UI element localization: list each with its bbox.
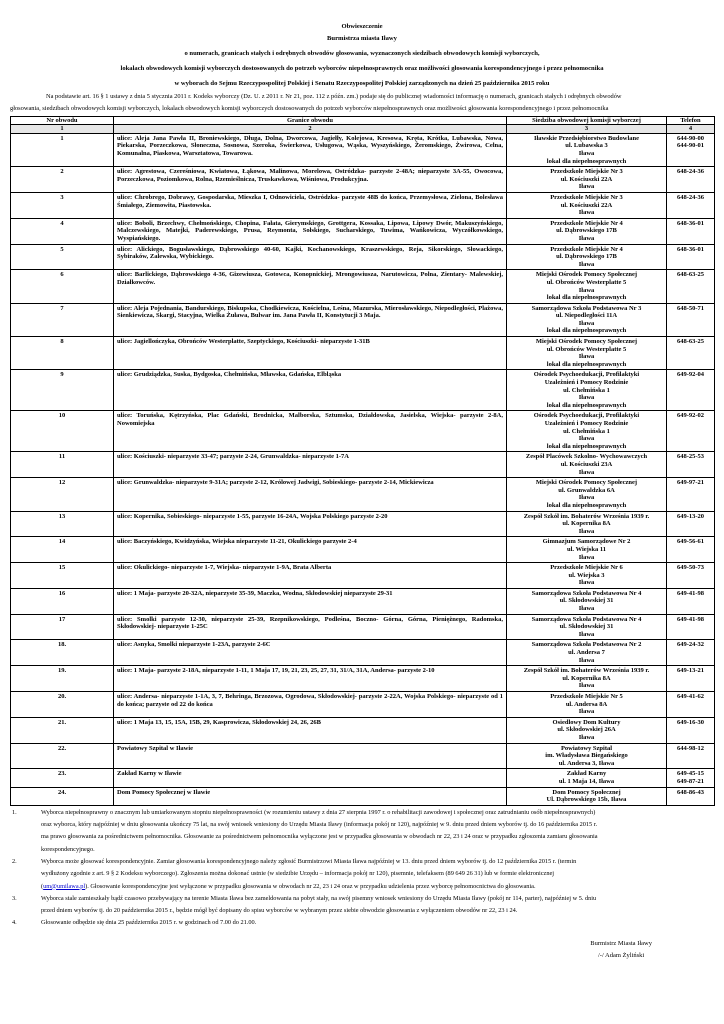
- district-number: 5: [11, 244, 114, 270]
- commission-seat-line: Iława: [578, 286, 595, 294]
- commission-seat-line: Powiatowy Szpital: [560, 744, 613, 752]
- phone-line: 649-24-32: [676, 641, 705, 649]
- commission-seat-line: lokal dla niepełnosprawnych: [546, 327, 627, 335]
- commission-seat-line: lokal dla niepełnosprawnych: [546, 442, 627, 450]
- commission-seat-line: Ul. Dąbrowskiego 15b, Iława: [546, 796, 627, 804]
- table-row: [11, 717, 715, 743]
- column-index: 1: [11, 125, 114, 133]
- table-row: [11, 640, 715, 666]
- phone-line: 644-98-12: [676, 744, 705, 752]
- commission-seat: [507, 537, 667, 563]
- district-number: 12: [11, 478, 114, 511]
- phone-line: 649-41-98: [676, 615, 705, 623]
- commission-seat: [507, 511, 667, 537]
- commission-seat-line: Miejski Ośrodek Pomocy Społecznej: [535, 338, 638, 346]
- phone-number: [667, 133, 715, 166]
- commission-seat: [507, 270, 667, 303]
- phone-line: 649-50-73: [676, 564, 705, 572]
- commission-seat-line: Iława: [578, 527, 595, 535]
- commission-seat-line: ul. Dąbrowskiego 17B: [556, 253, 617, 261]
- commission-seat-line: Iława: [578, 234, 595, 242]
- phone-line: 648-50-71: [676, 304, 705, 312]
- district-number: 1: [11, 133, 114, 166]
- commission-seat-line: Iława: [578, 605, 595, 613]
- commission-seat-line: Zespół Szkół im. Bohaterów Września 1939 r.: [523, 667, 650, 675]
- table-row: [11, 563, 715, 589]
- district-number: 14: [11, 537, 114, 563]
- district-number: 17: [11, 614, 114, 640]
- intro-paragraph: [10, 91, 714, 115]
- phone-line: 649-41-98: [676, 589, 705, 597]
- table-row: [11, 167, 715, 193]
- phone-number: [667, 511, 715, 537]
- column-header-nr: Nr obwodu: [11, 117, 114, 125]
- commission-seat-line: Iława: [578, 708, 595, 716]
- phone-line: 649-41-62: [676, 693, 705, 700]
- commission-seat: [507, 743, 667, 769]
- commission-seat-line: Gimnazjum Samorządowe Nr 2: [542, 538, 631, 546]
- phone-line: 649-45-15: [676, 770, 705, 778]
- commission-seat: [507, 411, 667, 452]
- commission-seat-line: lokal dla niepełnosprawnych: [546, 294, 627, 302]
- document-title: Obwieszczenie: [341, 23, 383, 30]
- district-boundaries: ulice: Okulickiego- nieparzyste 1-7, Wiejska- nieparzyste 1-9A, Brata Alberta: [114, 563, 507, 589]
- commission-seat-line: Iława: [578, 682, 595, 690]
- note-item: [10, 917, 714, 929]
- district-boundaries: ulice: Smolki parzyste 12-30, nieparzyste 25-39, Rzepnikowskiego, Podleśna, Boczno- Górna, Górna, Pieniężnego, Radomska, Skłodowskiej- nieparzyste 1-25C: [114, 614, 507, 640]
- phone-number: [667, 614, 715, 640]
- district-number: 9: [11, 370, 114, 411]
- commission-seat: [507, 452, 667, 478]
- commission-seat-line: Iława: [578, 579, 595, 587]
- district-boundaries: Powiatowy Szpital w Iławie: [114, 743, 507, 769]
- phone-line: 648-36-01: [676, 219, 705, 227]
- commission-seat-line: Iława: [578, 183, 595, 191]
- signature-block: [590, 938, 652, 962]
- commission-seat-line: Zespół Placówek Szkolno- Wychowawczych: [525, 453, 648, 461]
- commission-seat-line: Iława: [578, 353, 595, 361]
- phone-number: [667, 411, 715, 452]
- commission-seat-line: lokal dla niepełnosprawnych: [546, 157, 627, 165]
- note-line: Głosowanie odbędzie się dnia 25 października 2015 r. w godzinach od 7.00 do 21.00.: [41, 919, 257, 927]
- note-item: [10, 807, 714, 856]
- commission-seat-line: Zakład Karny: [566, 770, 607, 778]
- district-boundaries: ulice: Kopernika, Sobieskiego- nieparzyste 1-55, parzyste 16-24A, Wojska Polskiego parzyste 2-20: [114, 511, 507, 537]
- phone-line: 648-24-36: [676, 193, 705, 201]
- phone-number: [667, 192, 715, 218]
- phone-number: [667, 478, 715, 511]
- district-number: 20.: [11, 692, 114, 718]
- commission-seat-line: lokal dla niepełnosprawnych: [546, 360, 627, 368]
- commission-seat-line: ul. Chełmińska 1: [563, 427, 610, 435]
- commission-seat-line: Iława: [578, 209, 595, 217]
- commission-seat-line: Przedszkole Miejskie Nr 4: [550, 245, 623, 253]
- phone-number: [667, 588, 715, 614]
- table-row: [11, 692, 715, 718]
- table-row: [11, 133, 715, 166]
- commission-seat-line: ul. Obrońców Westerplatte 5: [546, 278, 627, 286]
- email-suffix: ).: [85, 882, 91, 890]
- commission-seat: [507, 303, 667, 336]
- note-line: [41, 881, 714, 893]
- district-boundaries: ulice: Jagiellończyka, Obrońców Westerplatte, Szeptyckiego, Kościuszki- nieparzyste 1-31B: [114, 337, 507, 370]
- table-row: [11, 743, 715, 769]
- phone-line: 649-97-21: [676, 479, 705, 487]
- table-row: [11, 588, 715, 614]
- phone-number: [667, 167, 715, 193]
- commission-seat: [507, 370, 667, 411]
- district-boundaries: ulice: Barlickiego, Dąbrowskiego 4-36, Gizewiusza, Gotowca, Konopnickiej, Mrongowiusza, Narutowicza, Polna, Zientary- Malewskiej, Działkowców.: [114, 270, 507, 303]
- phone-number: [667, 244, 715, 270]
- email-link[interactable]: um@umilawa.pl: [43, 882, 86, 890]
- phone-number: [667, 666, 715, 692]
- table-row: [11, 192, 715, 218]
- district-number: 3: [11, 192, 114, 218]
- column-index: 3: [507, 125, 667, 133]
- commission-seat-line: Ośrodek Psychoedukacji, Profilaktyki: [533, 371, 640, 379]
- column-header-siedziba: Siedziba obwodowej komisji wyborczej: [507, 117, 667, 125]
- phone-line: 649-56-61: [676, 538, 705, 546]
- district-boundaries: ulice: Chrobrego, Dobrawy, Gospodarska, Mieszka I, Odnowiciela, Ostródzka- parzyste 48B do końca, Przemysłowa, Zielona, Bolesława Śmiałego, Ziemowita, Piastowska.: [114, 192, 507, 218]
- note-number: 1.: [12, 808, 17, 816]
- table-row: [11, 452, 715, 478]
- table-row: [11, 270, 715, 303]
- commission-seat-line: ul. 1 Maja 14, Iława: [558, 777, 615, 785]
- commission-seat-line: ul. Skłodowskiej 31: [559, 623, 614, 631]
- commission-seat-line: Iława: [578, 656, 595, 664]
- note-line: ma prawo głosowania za pośrednictwem pełnomocnika. Głosowanie za pośrednictwem pełnomocnika wyłączone jest w przypadku głosowania w obwodach nr 22, 23 i 24 oraz w przypadku zgłoszenia zamiaru głosowania: [41, 833, 598, 841]
- table-row: [11, 218, 715, 244]
- commission-seat-line: Samorządowa Szkoła Podstawowa Nr 3: [531, 304, 642, 312]
- signature-title: Burmistrz Miasta Iławy: [590, 940, 652, 947]
- commission-seat: [507, 614, 667, 640]
- district-number: 10: [11, 411, 114, 452]
- commission-seat-line: Iława: [578, 468, 595, 476]
- district-boundaries: ulice: Alickiego, Bogusławskiego, Dąbrowskiego 40-60, Kajki, Kochanowskiego, Kraszewskiego, Reja, Sikorskiego, Słowackiego, Sybiraków, Zalewska, Wybickiego.: [114, 244, 507, 270]
- commission-seat-line: ul. Niepodległości 11A: [555, 312, 618, 320]
- intro-line: Na podstawie art. 16 § 1 ustawy z dnia 5 stycznia 2011 r. Kodeks wyborczy (Dz. U. z 2011 r. Nr 21, poz. 112 z późn. zm.) podaje się do publicznej wiadomości informację o numerach, granicach stałych i odrębnych obwodów: [46, 93, 622, 100]
- table-row: [11, 511, 715, 537]
- commission-seat-line: Iława: [578, 260, 595, 268]
- commission-seat: [507, 244, 667, 270]
- district-boundaries: ulice: Aleja Pojednania, Bandurskiego, Biskupska, Chodkiewicza, Kościelna, Leśna, Mazurska, Mierosławskiego, Niepodległości, Plażowa, Sienkiewicza, Skargi, Stacyjna, Wielka Żuława, Bulwar im. Jana Pawła II, Konstytucji 3 Maja.: [114, 303, 507, 336]
- phone-line: 648-36-01: [676, 245, 705, 253]
- document-page: [10, 0, 714, 959]
- district-number: 24.: [11, 787, 114, 805]
- notes-list: [10, 807, 714, 930]
- commission-seat-line: ul. Andersa 7: [568, 649, 605, 657]
- district-boundaries: ulice: Aleja Jana Pawła II, Broniewskiego, Długa, Dolna, Dworcowa, Jagiełły, Kolejowa, Kresowa, Kręta, Krótka, Lubawska, Nowa, Piekarska, Porzeczkowa, Słoneczna, Sosnowa, Szeroka, Świerkowa, Usługowa, Wąska, Wyszyńskiego, Żeromskiego, Żwirowa, Celna, Komunalna, Piaskowa, Warsztatowa, Towarowa.: [114, 133, 507, 166]
- district-number: 16: [11, 588, 114, 614]
- note-line-text: Głosowanie korespondencyjne jest wyłączone w przypadku głosowania w obwodach nr 22, 23 i 24 oraz w przypadku udzielenia przez wyborcę pełnomocnictwa do głosowania.: [90, 882, 536, 890]
- phone-number: [667, 743, 715, 769]
- commission-seat: [507, 692, 667, 718]
- district-number: 6: [11, 270, 114, 303]
- district-boundaries: ulice: Boboli, Brzechwy, Chełmońskiego, Chopina, Fałata, Gierymskiego, Grottgera, Kossaka, Lipowa, Lipowy Dwór, Makuszyńskiego, Malczewskiego, Matejki, Paderewskiego, Prusa, Reymonta, Sołskiego, Sucharskiego, Tuwima, Wańkowicza, Wyczółkowskiego, Wyspiańskiego.: [114, 218, 507, 244]
- commission-seat: [507, 769, 667, 787]
- commission-seat-line: Przedszkole Miejskie Nr 3: [550, 168, 623, 176]
- commission-seat-line: Przedszkole Miejskie Nr 3: [550, 193, 623, 201]
- phone-line: 648-24-36: [676, 168, 705, 176]
- email-prefix: (: [41, 882, 44, 890]
- commission-seat-line: Przedszkole Miejskie Nr 4: [550, 219, 623, 227]
- commission-seat-line: Iława: [578, 435, 595, 443]
- district-number: 23.: [11, 769, 114, 787]
- phone-number: [667, 270, 715, 303]
- commission-seat: [507, 478, 667, 511]
- district-number: 7: [11, 303, 114, 336]
- commission-seat: [507, 218, 667, 244]
- commission-seat-line: im. Władysława Biegańskiego: [545, 752, 628, 760]
- district-boundaries: ulice: Kościuszki- nieparzyste 33-47; parzyste 2-24, Grunwaldzka- nieparzyste 1-7A: [114, 452, 507, 478]
- commission-seat-line: ul. Chełmińska 1: [563, 386, 610, 394]
- phone-line: 649-16-30: [676, 718, 705, 726]
- table-row: [11, 411, 715, 452]
- commission-seat: [507, 563, 667, 589]
- district-boundaries: ulice: Grunwaldzka- nieparzyste 9-31A; parzyste 2-12, Królowej Jadwigi, Sobieskiego- parzyste 2-14, Mickiewicza: [114, 478, 507, 511]
- district-number: 13: [11, 511, 114, 537]
- table-index-row: [11, 125, 715, 133]
- phone-number: [667, 787, 715, 805]
- phone-line: 644-90-00: [676, 134, 705, 142]
- district-boundaries: Dom Pomocy Społecznej w Iławie: [114, 787, 507, 805]
- commission-seat: [507, 787, 667, 805]
- commission-seat: [507, 717, 667, 743]
- district-boundaries: ulice: Baczyńskiego, Kwidzyńska, Wiejska nieparzyste 11-21, Okulickiego parzyste 2-4: [114, 537, 507, 563]
- commission-seat-line: ul. Andersa 8A: [565, 700, 608, 708]
- commission-seat-line: Iława: [578, 150, 595, 157]
- phone-line: 648-25-53: [676, 453, 705, 461]
- phone-number: [667, 769, 715, 787]
- column-header-granice: Granice obwodu: [114, 117, 507, 125]
- district-boundaries: ulice: Asnyka, Smolki nieparzyste 1-23A, parzyste 2-6C: [114, 640, 507, 666]
- commission-seat-line: Uzależnień i Pomocy Rodzinie: [544, 379, 629, 387]
- district-boundaries: ulice: Andersa- nieparzyste 1-1A, 3, 7, Behringa, Brzozowa, Ogrodowa, Skłodowskiej- parzyste 2-22A, Wojska Polskiego- nieparzyste od 1 do końca; parzyste od 22 do końca: [114, 692, 507, 718]
- table-header-row: [11, 117, 715, 125]
- commission-seat-line: lokal dla niepełnosprawnych: [546, 501, 627, 509]
- phone-number: [667, 717, 715, 743]
- commission-seat-line: ul. Kopernika 8A: [562, 520, 611, 528]
- commission-seat-line: Dom Pomocy Społecznej: [552, 788, 621, 796]
- commission-seat-line: Iława: [578, 494, 595, 502]
- commission-seat-line: ul. Andersa 3, Iława: [558, 759, 615, 767]
- district-boundaries: ulice: 1 Maja- parzyste 2-18A, nieparzyste 1-11, 1 Maja 17, 19, 21, 23, 25, 27, 31, 31/A, 31A, Andersa- parzyste 2-10: [114, 666, 507, 692]
- phone-number: [667, 640, 715, 666]
- phone-line: 644-90-01: [676, 142, 705, 150]
- districts-table-body: [11, 133, 715, 805]
- document-subject-line-2: lokalach obwodowych komisji wyborczych dostosowanych do potrzeb wyborców niepełnosprawnych oraz możliwości głosowania korespondencyjnego i przez pełnomocnika: [120, 65, 604, 72]
- note-line: Wyborca stale zamieszkały bądź czasowo przebywający na terenie Miasta Iława bez zameldowania na pobyt stały, na swój pisemny wniosek wniesiony do Urzędu Miasta Iławy (pokój nr 114, parter), najpóźniej w 5. dniu: [41, 894, 597, 902]
- district-boundaries: ulice: 1 Maja 13, 15, 15A, 15B, 29, Kasprowicza, Skłodowskiej 24, 26, 26B: [114, 717, 507, 743]
- phone-line: 649-92-02: [676, 412, 705, 420]
- commission-seat-line: Zespół Szkół im. Bohaterów Września 1939 r.: [523, 512, 650, 520]
- phone-number: [667, 452, 715, 478]
- commission-seat-line: ul. Wiejska 3: [568, 571, 605, 579]
- document-subject-line-3: w wyborach do Sejmu Rzeczypospolitej Polskiej i Senatu Rzeczypospolitej Polskiej zarządzonych na dzień 25 października 2015 roku: [174, 80, 550, 87]
- table-row: [11, 303, 715, 336]
- commission-seat: [507, 588, 667, 614]
- commission-seat-line: Samorządowa Szkoła Podstawowa Nr 4: [531, 615, 642, 623]
- phone-number: [667, 337, 715, 370]
- commission-seat-line: Iława: [578, 630, 595, 638]
- commission-seat-line: Iławskie Przedsiębiorstwo Budowlane: [533, 134, 640, 142]
- districts-table: [10, 116, 715, 806]
- phone-number: [667, 370, 715, 411]
- commission-seat-line: Iława: [578, 553, 595, 561]
- phone-number: [667, 563, 715, 589]
- document-issuer: Burmistrza miasta Iławy: [327, 35, 397, 42]
- commission-seat-line: ul. Kościuszki 22A: [560, 175, 613, 183]
- phone-line: 648-86-43: [676, 788, 705, 796]
- commission-seat-line: Samorządowa Szkoła Podstawowa Nr 2: [531, 641, 642, 649]
- table-row: [11, 614, 715, 640]
- phone-line: 649-13-20: [676, 512, 705, 520]
- commission-seat: [507, 167, 667, 193]
- commission-seat: [507, 192, 667, 218]
- phone-number: [667, 218, 715, 244]
- district-number: 21.: [11, 717, 114, 743]
- column-header-telefon: Telefon: [667, 117, 715, 125]
- commission-seat-line: ul. Kościuszki 22A: [560, 201, 613, 209]
- phone-line: 649-87-21: [676, 777, 705, 785]
- commission-seat-line: ul. Kościuszki 23A: [560, 460, 613, 468]
- commission-seat-line: ul. Obrońców Westerplatte 5: [546, 345, 627, 353]
- district-number: 4: [11, 218, 114, 244]
- phone-number: [667, 537, 715, 563]
- district-number: 18.: [11, 640, 114, 666]
- district-number: 19.: [11, 666, 114, 692]
- column-index: 4: [667, 125, 715, 133]
- phone-number: [667, 692, 715, 718]
- commission-seat: [507, 133, 667, 166]
- table-row: [11, 478, 715, 511]
- commission-seat-line: Iława: [578, 319, 595, 327]
- table-row: [11, 337, 715, 370]
- table-row: [11, 370, 715, 411]
- commission-seat-line: Osiedlowy Dom Kultury: [552, 718, 621, 726]
- commission-seat-line: Miejski Ośrodek Pomocy Społecznej: [535, 479, 638, 487]
- district-boundaries: ulice: Agrestowa, Czereśniowa, Kwiatowa, Łąkowa, Malinowa, Morelowa, Ostródzka- parzyste 2-48A; nieparzyste 3A-55, Owocowa, Porzeczkowa, Poziomkowa, Rolna, Rzemieślnicza, Truskawkowa, Wiśniowa, Produkcyjna.: [114, 167, 507, 193]
- commission-seat: [507, 337, 667, 370]
- note-number: 2.: [12, 857, 17, 865]
- commission-seat-line: Iława: [578, 733, 595, 741]
- column-index: 2: [114, 125, 507, 133]
- district-boundaries: ulice: Toruńska, Kętrzyńska, Plac Gdański, Brodnicka, Malborska, Sztumska, Działdowska, Jasielska, Wiejska- parzyste 2-8A, Nowomiejska: [114, 411, 507, 452]
- district-number: 8: [11, 337, 114, 370]
- commission-seat-line: Samorządowa Szkoła Podstawowa Nr 4: [531, 589, 642, 597]
- note-line: oraz wyborca, który najpóźniej w dniu głosowania ukończy 75 lat, na swój wniosek wniesiony do Urzędu Miasta Iławy (informacja pokój nr 120), najpóźniej w 9. dniu przed dniem wyborów tj. do 16 października 2015 r.: [41, 821, 598, 829]
- phone-number: [667, 303, 715, 336]
- commission-seat: [507, 640, 667, 666]
- district-number: 2: [11, 167, 114, 193]
- note-item: [10, 893, 714, 918]
- table-row: [11, 787, 715, 805]
- document-subject-line-1: o numerach, granicach stałych i odrębnych obwodów głosowania, wyznaczonych siedzibach obwodowych komisji wyborczych,: [184, 50, 540, 57]
- phone-line: 648-63-25: [676, 338, 705, 346]
- commission-seat: [507, 666, 667, 692]
- commission-seat-line: Przedszkole Miejskie Nr 6: [550, 564, 623, 572]
- commission-seat-line: ul. Skłodowskiej 31: [559, 597, 614, 605]
- district-number: 15: [11, 563, 114, 589]
- note-item: [10, 856, 714, 893]
- district-number: 11: [11, 452, 114, 478]
- commission-seat-line: ul. Dąbrowskiego 17B: [556, 227, 617, 235]
- signature-name: /-/ Adam Żyliński: [598, 952, 645, 959]
- note-line: korespondencyjnego.: [41, 845, 95, 853]
- commission-seat-line: ul. Kopernika 8A: [562, 674, 611, 682]
- commission-seat-line: Ośrodek Psychoedukacji, Profilaktyki: [533, 412, 640, 420]
- phone-line: 649-92-04: [676, 371, 705, 379]
- note-number: 4.: [12, 919, 17, 927]
- commission-seat-line: ul. Grunwaldzka 6A: [558, 486, 615, 494]
- note-line: Wyborca niepełnosprawny o znacznym lub umiarkowanym stopniu niepełnosprawności (w rozumieniu ustawy z dnia 27 sierpnia 1997 r. o rehabilitacji zawodowej i społecznej oraz zatrudnianiu osób niepełnosprawnych): [41, 808, 596, 816]
- commission-seat-line: ul. Skłodowskiej 26A: [557, 726, 616, 734]
- phone-line: 649-13-21: [676, 667, 705, 675]
- table-row: [11, 769, 715, 787]
- note-line: Wyborca może głosować korespondencyjnie. Zamiar głosowania korespondencyjnego należy zgłosić Burmistrzowi Miasta Iława najpóźniej w 13. dniu przed dniem wyborów tj. do 12 października 2015 r. (termin: [41, 857, 577, 865]
- commission-seat-line: ul. Lubawska 3: [565, 142, 608, 150]
- district-number: 22.: [11, 743, 114, 769]
- district-boundaries: Zakład Karny w Iławie: [114, 769, 507, 787]
- note-line: wydłużony zgodnie z art. 9 § 2 Kodeksu wyborczego). Zgłoszenia można dokonać ustnie (w siedzibie Urzędu – informacja pokój nr 120), pisemnie, telefaksem (89 649 26 31) lub w formie elektronicznej: [41, 870, 555, 878]
- commission-seat-line: Uzależnień i Pomocy Rodzinie: [544, 420, 629, 427]
- intro-line: głosowania, siedzibach obwodowych komisji wyborczych, lokalach obwodowych komisji wyborczych dostosowanych do potrzeb wyborców niepełnosprawnych oraz możliwości głosowania korespondencyjnego i przez pełnomocnika: [10, 105, 609, 112]
- commission-seat-line: Miejski Ośrodek Pomocy Społecznej: [535, 271, 638, 279]
- table-row: [11, 666, 715, 692]
- table-row: [11, 537, 715, 563]
- commission-seat-line: Iława: [578, 394, 595, 402]
- district-boundaries: ulice: Grudziądzka, Suska, Bydgoska, Chełmińska, Mławska, Gdańska, Elbląska: [114, 370, 507, 411]
- commission-seat-line: ul. Wiejska 11: [567, 545, 606, 553]
- phone-line: 648-63-25: [676, 271, 705, 279]
- commission-seat-line: Przedszkole Miejskie Nr 5: [550, 693, 623, 700]
- note-line: przed dniem wyborów tj. do 20 października 2015 r., będzie mógł być dopisany do spisu wyborców w wybranym przez siebie obwodzie głosowania z wyłączeniem obwodów nr 22, 23 i 24.: [41, 907, 518, 915]
- commission-seat-line: lokal dla niepełnosprawnych: [546, 401, 627, 409]
- table-row: [11, 244, 715, 270]
- note-number: 3.: [12, 894, 17, 902]
- district-boundaries: ulice: 1 Maja- parzyste 20-32A, nieparzyste 35-39, Maczka, Wodna, Skłodowskiej nieparzyste 29-31: [114, 588, 507, 614]
